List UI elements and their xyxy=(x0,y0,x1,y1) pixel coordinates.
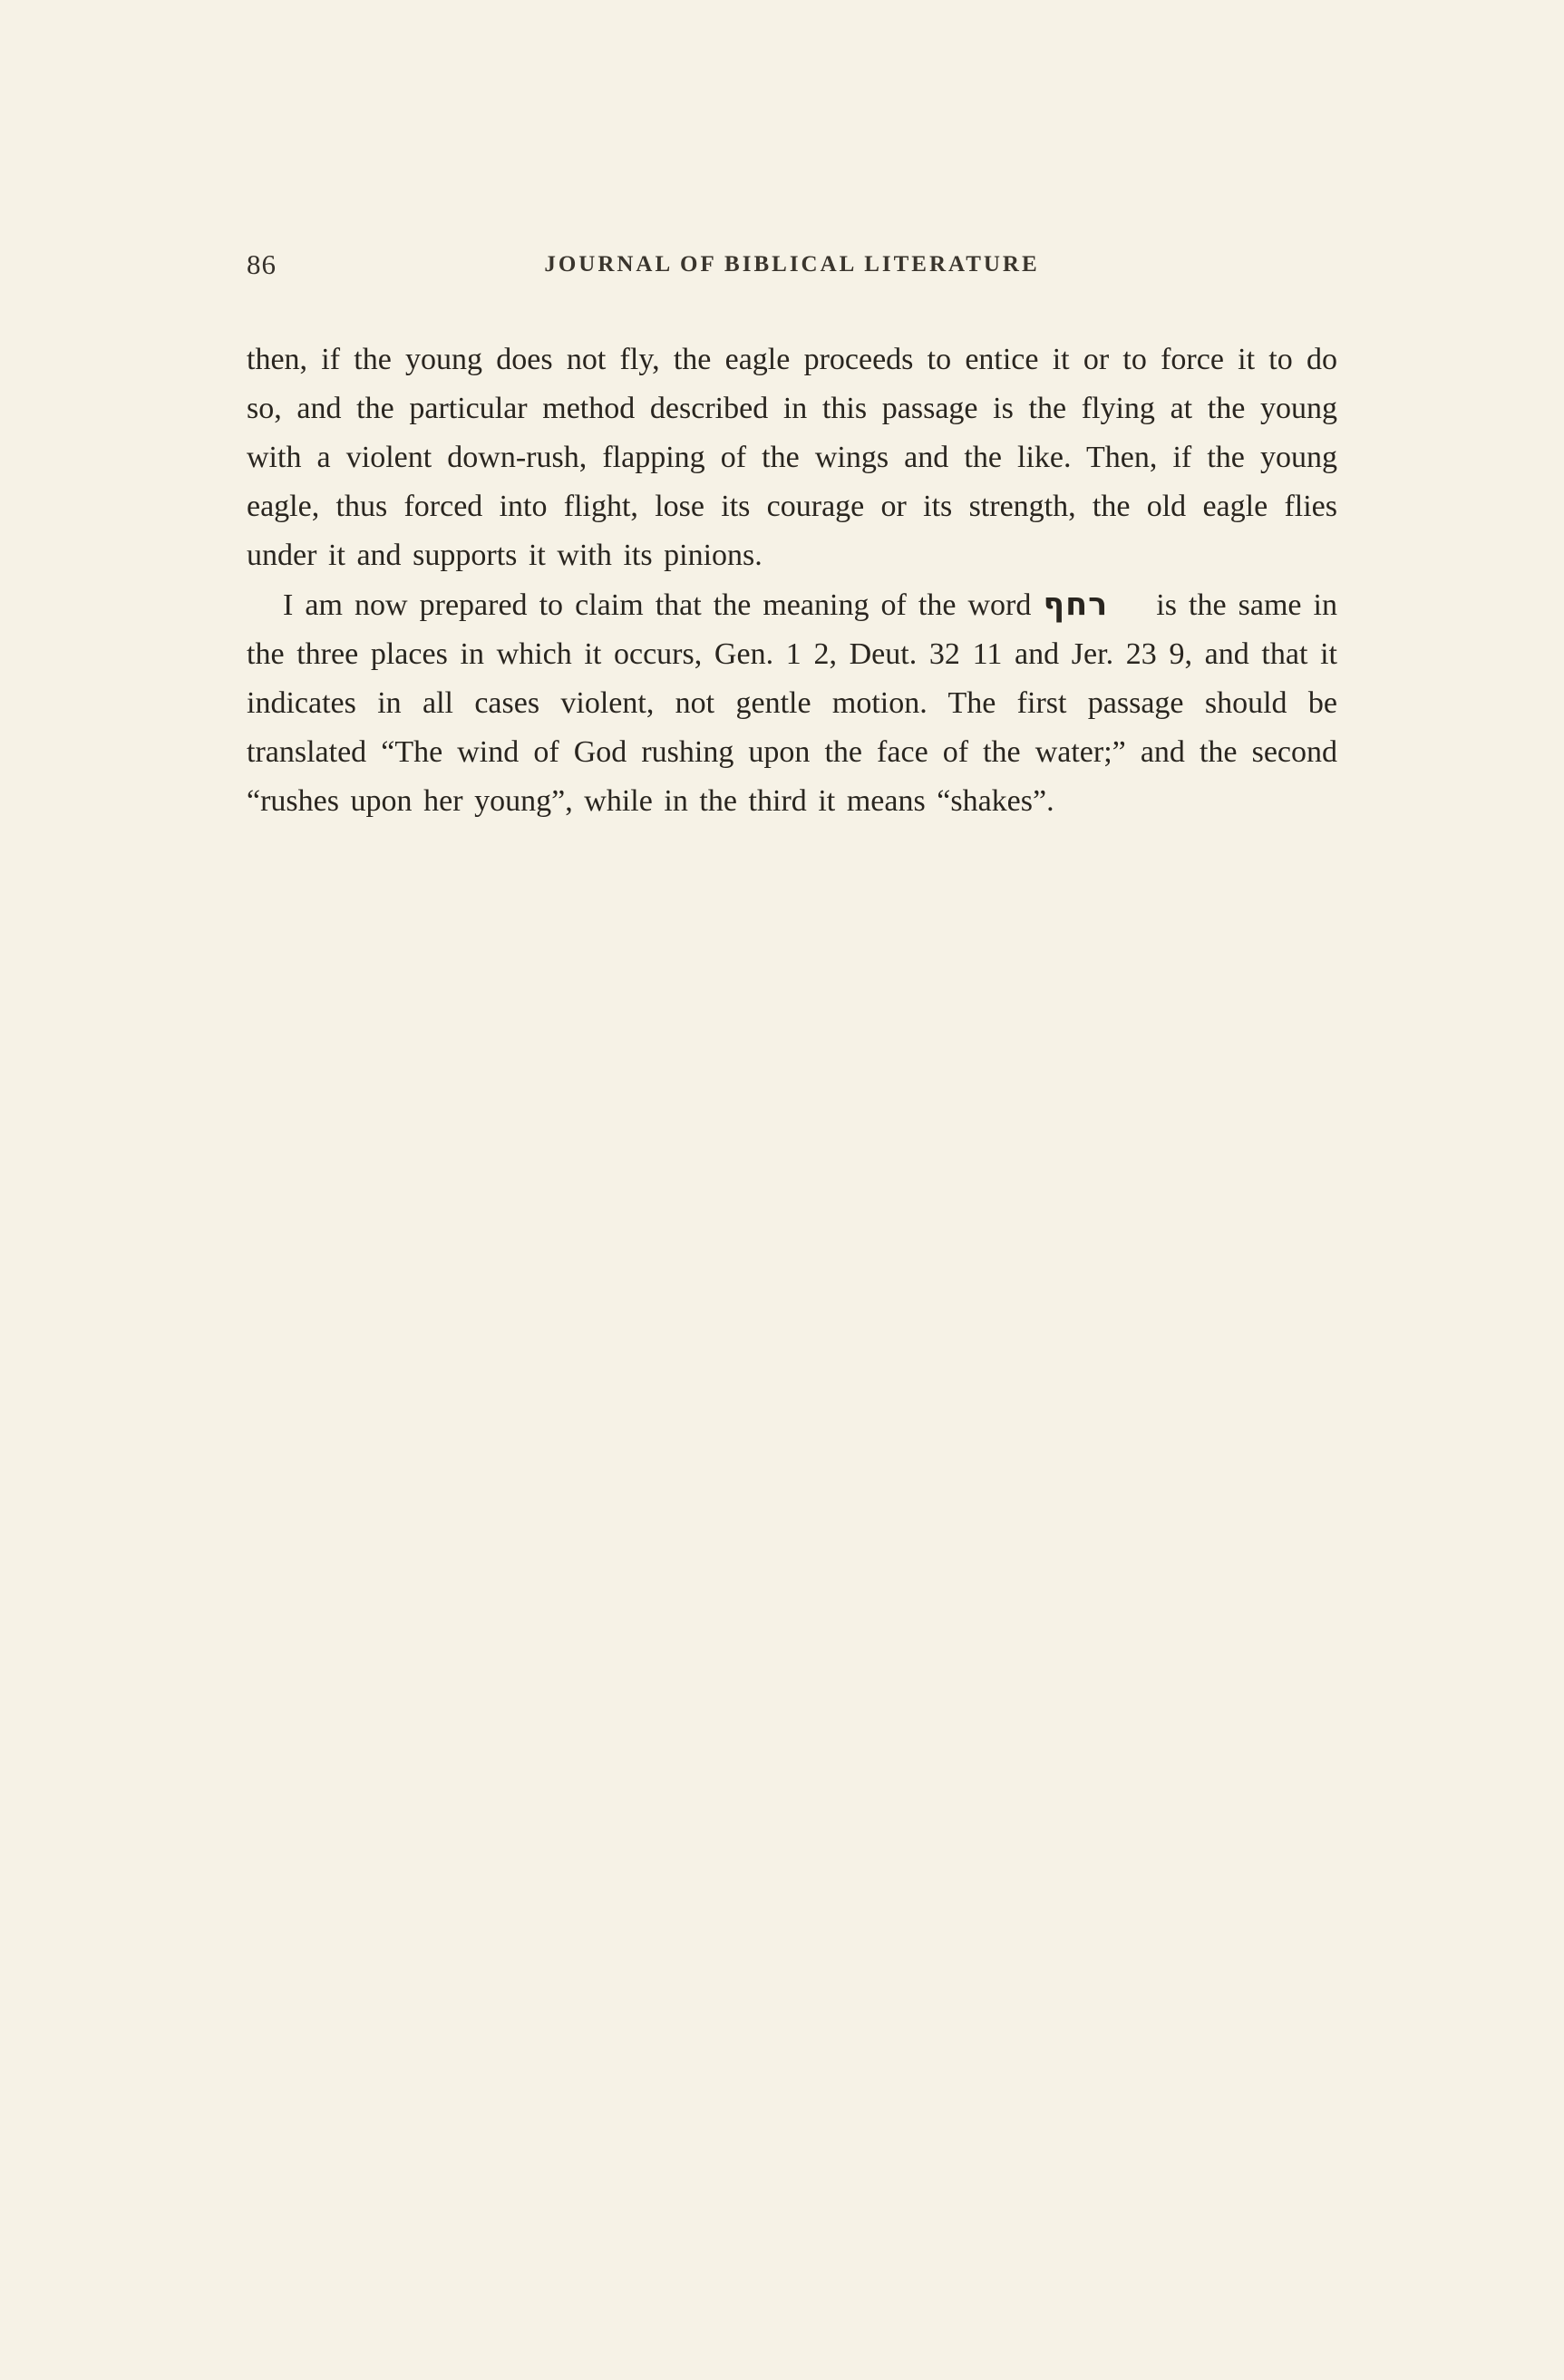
page-number: 86 xyxy=(247,248,277,280)
paragraph-2 xyxy=(247,580,1337,826)
paragraph-2-text-after-hebrew: is the same in the three places in which it occurs, Gen. 1 2, Deut. 32 11 and Jer. 23 9, and that it indicates in all cases violent, not gentle motion. The first passage should be translated “The wind of God rushing upon the face of the water;” and the second “rushes upon her young”, while in the third it means “shakes”. xyxy=(247,588,1337,818)
page-body xyxy=(247,335,1337,826)
paragraph-1: then, if the young does not fly, the eagle proceeds to entice it or to force it to do so, and the particular method described in this passage is the flying at the young with a violent down-rush, flapping of the wings and the like. Then, if the young eagle, thus forced into flight, lose its courage or its strength, the old eagle flies under it and supports it with its pinions. xyxy=(247,343,1337,572)
page-header xyxy=(247,247,1337,283)
page-content xyxy=(247,247,1337,826)
paragraph-2-text-before-hebrew: I am now prepared to claim that the meaning of the word xyxy=(283,588,1044,622)
journal-title: JOURNAL OF BIBLICAL LITERATURE xyxy=(544,252,1040,277)
hebrew-word: רחף xyxy=(1043,586,1109,623)
